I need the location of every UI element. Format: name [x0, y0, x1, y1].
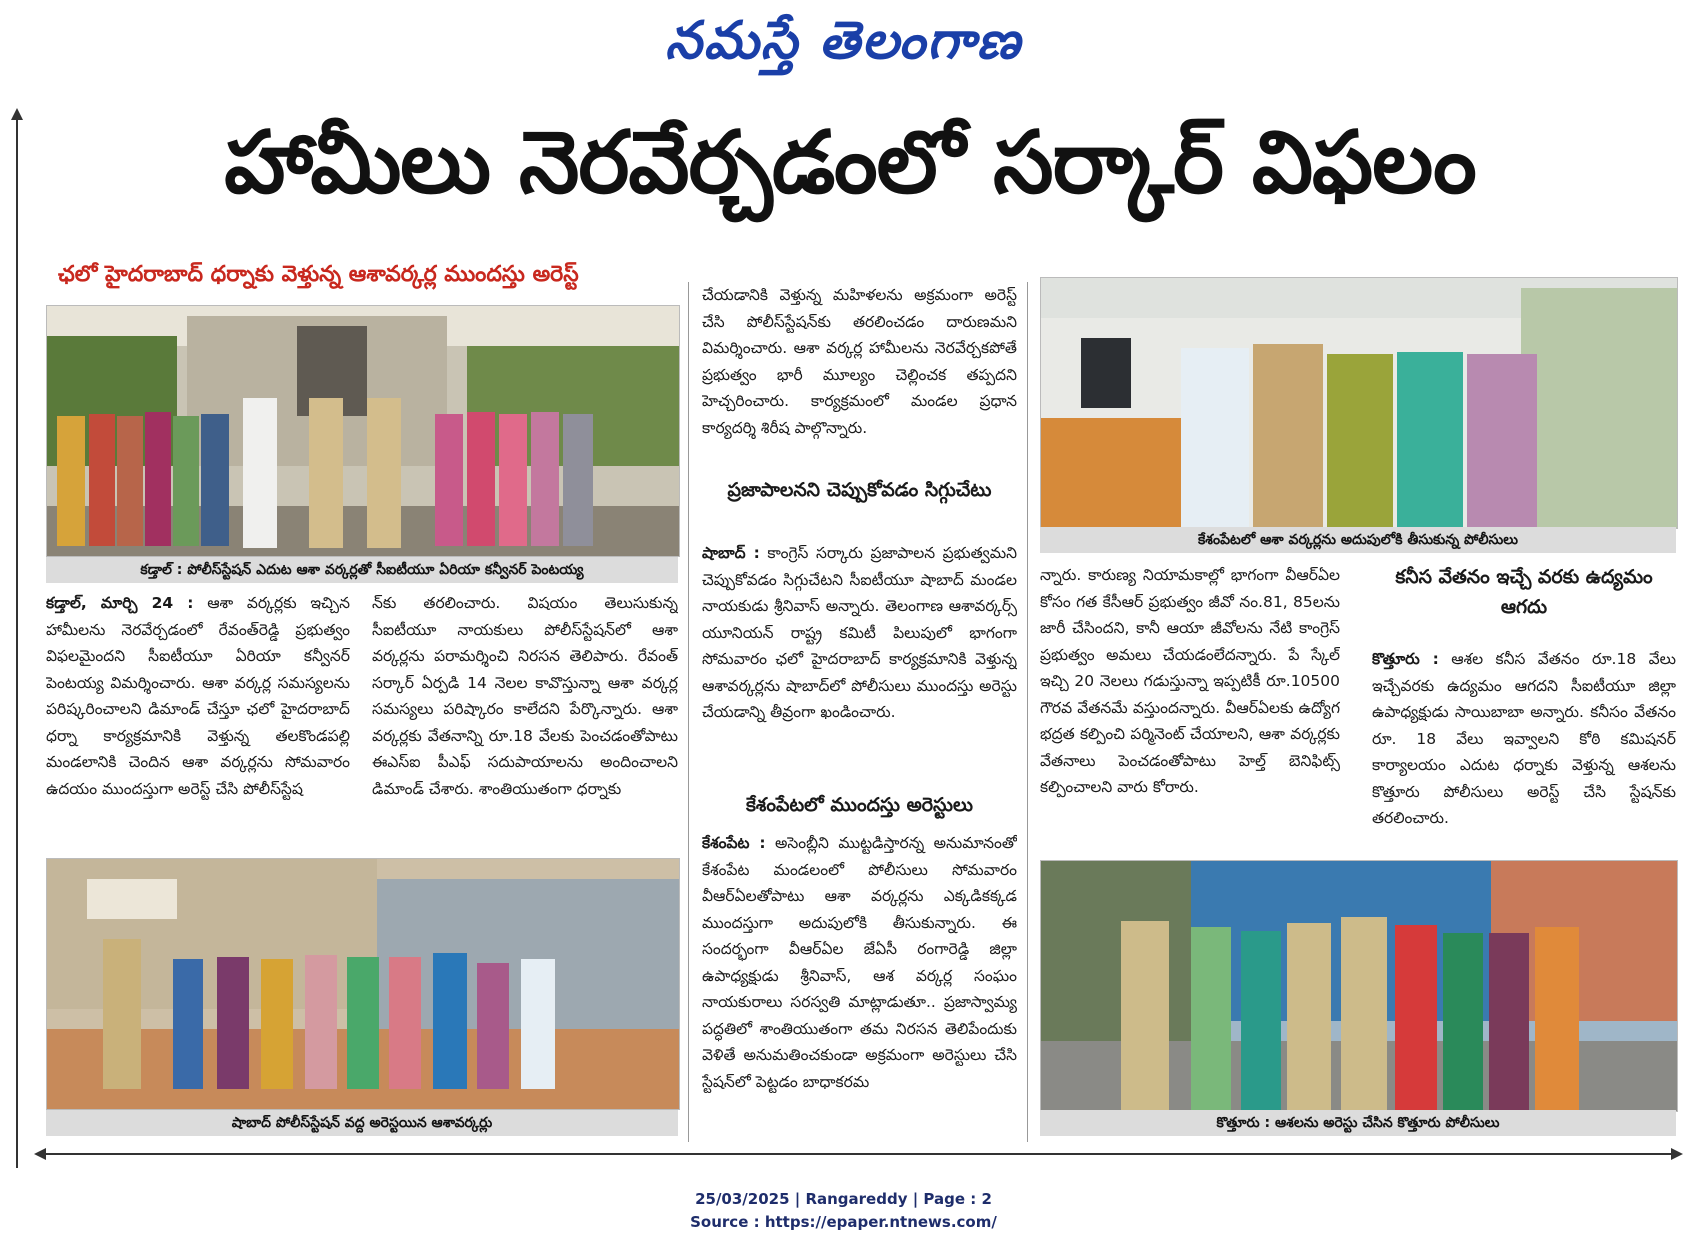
right-column1-text: న్నారు. కారుణ్య నియామకాల్లో భాగంగా వీఆర్‌ఏల కోసం గత కేసీఆర్ ప్రభుత్వం జీవో నం.81, 85లను జారీ చేసిందని, కానీ ఆయా జీవోలను నేటి కాంగ్రెస్ ప్రభుత్వం అమలు చేయడంలేదన్నారు. పే స్కేల్ ఇచ్చి 20 నెలలు గడుస్తున్నా ఇప్పటికీ రూ.10500 గౌరవ వేతనమే వస్తుందన్నారు. వీఆర్‌ఏలకు ఉద్యోగ భద్రత కల్పించి పర్మినెంట్ చేయాలని, ఆశా వర్కర్లకు వేతనాలు పెంచడంతోపాటు హెల్త్ బెనిఫిట్స్ కల్పించాలని వారు కోరారు. [1040, 566, 1340, 796]
headline: హామీలు నెరవేర్చడంలో సర్కార్ విఫలం [224, 113, 1476, 213]
article1-column2 [372, 590, 678, 860]
footer-date-edition: 25/03/2025 | Rangareddy | Page : 2 [695, 1190, 992, 1208]
middle-continuation-text: చేయడానికి వెళ్తున్న మహిళలను అక్రమంగా అరెస్ట్ చేసి పోలీస్‌స్టేషన్‌కు తరలించడం దారుణమని విమర్శించారు. ఆశా వర్కర్ల హామీలను నెరవేర్చకపోతే ప్రభుత్వం భారీ మూల్యం చెల్లించక తప్పదని హెచ్చరించారు. కార్యక్రమంలో మండల ప్రధాన కార్యదర్శి శిరీష పాల్గొన్నారు. [702, 286, 1017, 437]
right-column1 [1040, 562, 1340, 842]
footer-source: Source : https://epaper.ntnews.com/ [690, 1213, 997, 1231]
subhead-prajapalana: ప్రజాపాలనని చెప్పుకోవడం సిగ్గుచేటు [727, 479, 992, 501]
column-rule-left [688, 282, 689, 1142]
photo-caption-kadthal: కడ్తాల్ : పోలీస్‌స్టేషన్ ఎదుట ఆశా వర్కర్లతో సీఐటీయూ ఏరియా కన్వీనర్ పెంటయ్య [46, 557, 678, 583]
kicker: ఛలో హైదరాబాద్ ధర్నాకు వెళ్తున్న ఆశావర్కర్ల ముందస్తు అరెస్ట్ [58, 262, 579, 287]
dateline-shabad: షాబాద్ : [702, 544, 760, 562]
kothur-story-text: ఆశల కనీస వేతనం రూ.18 వేలు ఇచ్చేవరకు ఉద్యమం ఆగదని సీఐటీయూ జిల్లా ఉపాధ్యక్షుడు సాయిబాబా అన్నారు. కనీసం వేతనం రూ. 18 వేలు ఇవ్వాలని కోఠి కమిషనర్ కార్యాలయం ఎదుట ధర్నాకు వెళ్తున్న ఆశలను కొత్తూరు పోలీసులు అరెస్ట్ చేసి స్టేషన్‌కు తరలించారు. [1372, 650, 1676, 827]
dateline-keshampet: కేశంపేట : [702, 834, 766, 852]
photo-caption-kothur: కొత్తూరు : ఆశలను అరెస్టు చేసిన కొత్తూరు పోలీసులు [1040, 1110, 1676, 1136]
vertical-extent-arrow [16, 118, 18, 1168]
article1-text-part1: ఆశా వర్కర్లకు ఇచ్చిన హామీలను నెరవేర్చడంలో రేవంత్‌రెడ్డి ప్రభుత్వం విఫలమైందని సీఐటీయూ ఏరియా కన్వీనర్ పెంటయ్య విమర్శించారు. ఆశా వర్కర్ల సమస్యలను పరిష్కరించాలని డిమాండ్ చేస్తూ ఛలో హైదరాబాద్ ధర్నా కార్యక్రమానికి వెళ్తున్న తలకొండపల్లి మండలానికి చెందిన ఆశా వర్కర్లను సోమవారం ఉదయం ముందస్తుగా అరెస్ట్ చేసి పోలీస్‌స్టేష [46, 594, 350, 798]
horizontal-extent-arrow [46, 1153, 1671, 1155]
photo-caption-keshampet: కేశంపేటలో ఆశా వర్కర్లను అదుపులోకి తీసుకున్న పోలీసులు [1040, 527, 1676, 553]
article1-text-part2: న్‌కు తరలించారు. విషయం తెలుసుకున్న సీఐటీయూ నాయకులు పోలీస్‌స్టేషన్‌లో ఆశా వర్కర్లను పరామర్శించి నిరసన తెలిపారు. రేవంత్ సర్కార్ ఏర్పడి 14 నెలల కావొస్తున్నా ఆశా వర్కర్ల సమస్యలు పరిష్కారం కాలేదని పేర్కొన్నారు. ఆశా వర్కర్లకు వేతనాన్ని రూ.18 వేలకు పెంచడంతోపాటు ఈఎస్‌ఐ పీఎఫ్ సదుపాయాలను అందించాలని డిమాండ్ చేశారు. శాంతియుతంగా ధర్నాకు [372, 594, 678, 798]
middle-shabad-story [702, 540, 1017, 780]
masthead-logo: నమస్తే తెలంగాణ [665, 10, 1022, 71]
photo-kadthal-police-station [46, 305, 680, 557]
photo-shabad-police-station [46, 858, 680, 1110]
photo-caption-shabad: షాబాద్ పోలీస్‌స్టేషన్ వద్ద అరెస్టయిన ఆశావర్కర్లు [46, 1110, 678, 1136]
middle-keshampet-story [702, 830, 1017, 1145]
shabad-story-text: కాంగ్రెస్ సర్కారు ప్రజాపాలన ప్రభుత్వమని చెప్పుకోవడం సిగ్గుచేటని సీఐటీయూ షాబాద్ మండల నాయకుడు శ్రీనివాస్ అన్నారు. తెలంగాణ ఆశావర్కర్స్ యూనియన్ రాష్ట్ర కమిటీ పిలుపులో భాగంగా సోమవారం ఛలో హైదరాబాద్ కార్యక్రమానికి వెళ్తున్న ఆశావర్కర్లను షాబాద్‌లో పోలీసులు ముందస్తు అరెస్టు చేయడాన్ని తీవ్రంగా ఖండించారు. [702, 544, 1017, 721]
keshampet-story-text: అసెంబ్లీని ముట్టడిస్తారన్న అనుమానంతో కేశంపేట మండలంలో పోలీసులు సోమవారం వీఆర్‌ఏలతోపాటు ఆశా వర్కర్లను ఎక్కడికక్కడ ముందస్తుగా అదుపులోకి తీసుకున్నారు. ఈ సందర్భంగా వీఆర్‌ఏల జేఏసీ రంగారెడ్డి జిల్లా ఉపాధ్యక్షుడు శ్రీనివాస్, ఆశ వర్కర్ల సంఘం నాయకురాలు సరస్వతి మాట్లాడుతూ.. ప్రజాస్వామ్య పద్ధతిలో శాంతియుతంగా తమ నిరసన తెలిపేందుకు వెళితే అనుమతించకుండా అక్రమంగా అరెస్టులు చేసి స్టేషన్‌లో పెట్టడం బాధాకరమ [702, 834, 1017, 1091]
middle-continuation [702, 282, 1017, 472]
dateline-kadthal: కడ్తాల్, మార్చి 24 : [46, 594, 194, 612]
article1-column1 [46, 590, 350, 860]
subhead-kothur: కనీస వేతనం ఇచ్చే వరకు ఉద్యమం ఆగదు [1395, 566, 1653, 618]
column-rule-right [1027, 282, 1028, 1142]
subhead-keshampet: కేశంపేటలో ముందస్తు అరెస్టులు [745, 794, 974, 816]
photo-kothur-police [1040, 860, 1678, 1112]
right-kothur-story [1372, 646, 1676, 842]
photo-keshampet-police [1040, 277, 1678, 529]
dateline-kothur: కొత్తూరు : [1372, 650, 1439, 668]
